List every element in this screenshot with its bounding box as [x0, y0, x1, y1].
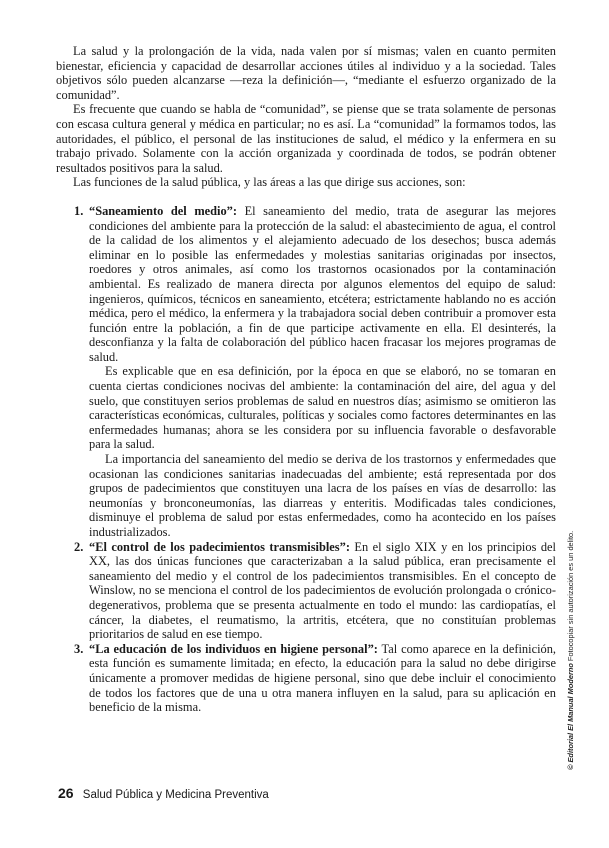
- page-body: [56, 44, 556, 715]
- item-number: 1.: [74, 203, 84, 218]
- intro-paragraph-3: Las funciones de la salud pública, y las áreas a las que dirige sus acciones, son:: [73, 175, 466, 190]
- list-item: [56, 204, 556, 540]
- item-paragraph: [89, 642, 556, 715]
- book-title: Salud Pública y Medicina Preventiva: [82, 789, 269, 801]
- publisher-name: © Editorial El Manual Moderno: [566, 663, 575, 770]
- item-heading: “El control de los padecimientos transmisibles”:: [89, 539, 350, 554]
- list-item: [56, 540, 556, 642]
- item-number: 3.: [74, 641, 84, 656]
- item-paragraph-2: Es explicable que en esa definición, por la época en que se elaboró, no se tomaran en cuenta ciertas condiciones nocivas del ambiente: la contaminación del aire, del agua y del suelo, que constituyen serios problemas de salud en nuestros días; asimismo se omitieron las características económicas, culturales, políticas y sociales como factores determinantes en las enfermedades humanas; ahora se les considera por su influencia favorable o desfavorable para la salud.: [89, 364, 556, 452]
- item-heading: “La educación de los individuos en higiene personal”:: [89, 641, 378, 656]
- intro-paragraph-1: La salud y la prolongación de la vida, nada valen por sí mismas; valen en cuanto permiten bienestar, eficiencia y capacidad de desarrollar acciones útiles al individuo y a la sociedad. Tales objetivos sólo pueden alcanzarse —reza la definición—, “mediante el esfuerzo organizado de la comunidad”.: [56, 44, 556, 102]
- item-text: Tal como aparece en la definición, esta función es sumamente limitada; en efecto, la educación para la salud no debe dirigirse únicamente a promover medidas de higiene personal, sino que debe incluir el conocimiento de todos los factores que de una u otra manera influyen en la salud, para su aplicación en beneficio de la misma.: [89, 641, 556, 715]
- item-number: 2.: [74, 539, 84, 554]
- item-paragraph: [89, 540, 556, 642]
- spacer: [56, 190, 556, 204]
- item-heading: “Saneamiento del medio”:: [89, 203, 238, 218]
- item-paragraph-3: La importancia del saneamiento del medio se deriva de los trastornos y enfermedades que ocasionan las condiciones sanitarias inadecuadas del ambiente; está representada por dos grupos de padecimientos que constituyen una lacra de los países en vías de desarrollo: las neumonías y bronconeumonías, las diarreas y enteritis. Modificadas tales condiciones, disminuye el problema de salud por estas enfermedades, como ha acontecido en los países industrializados.: [89, 452, 556, 539]
- item-text: El saneamiento del medio, trata de asegurar las mejores condiciones del ambiente para la protección de la salud: el abastecimiento de agua, el control de la calidad de los alimentos y el alejamiento adecuado de los desechos; busca además eliminar en lo posible las enfermedades y molestias sanitarias originadas por insectos, roedores y otros animales, así como los trastornos ocasionados por la contaminación ambiental. Es realizado de manera directa por algunos elementos del equipo de salud: ingenieros, químicos, técnicos en saneamiento, etcétera; estrictamente hablando no es acción médica, pero el médico, la enfermera y la trabajadora social deben contribuir a promover esta función entre la población, a fin de que participe activamente en ella. El desinterés, la desconfianza y la falta de colaboración del público hacen fracasar los mejores programas de salud.: [89, 203, 557, 364]
- item-paragraph: [89, 204, 556, 365]
- list-item: [56, 642, 556, 715]
- intro-paragraph-2: Es frecuente que cuando se habla de “comunidad”, se piense que se trata solamente de personas con escasa cultura general y médica en particular; no es así. La “comunidad” la formamos todos, las autoridades, el público, el personal de las instituciones de salud, el médico y la enfermera en su trabajo privado. Solamente con la acción organizada y coordinada de todos, se podrán obtener resultados positivos para la salud.: [56, 102, 556, 175]
- copyright-notice: [566, 531, 575, 770]
- item-text: En el siglo XIX y en los principios del XX, las dos únicas funciones que caracterizaban a la salud pública, eran precisamente el saneamiento del medio y el control de los padecimientos transmisibles. En el concepto de Winslow, no se menciona el control de los padecimientos de evolución prolongada o crónico-degenerativos, problema que se presenta actualmente en todo el mundo: las cardiopatías, el cáncer, la diabetes, el reumatismo, la artritis, etcétera, que no constituían problemas prioritarios de salud en ese tiempo.: [89, 539, 556, 642]
- functions-list: [56, 204, 556, 715]
- copyright-warning: Fotocopiar sin autorización es un delito.: [566, 530, 575, 664]
- page-number: 26: [58, 785, 74, 801]
- page-footer: [58, 785, 269, 801]
